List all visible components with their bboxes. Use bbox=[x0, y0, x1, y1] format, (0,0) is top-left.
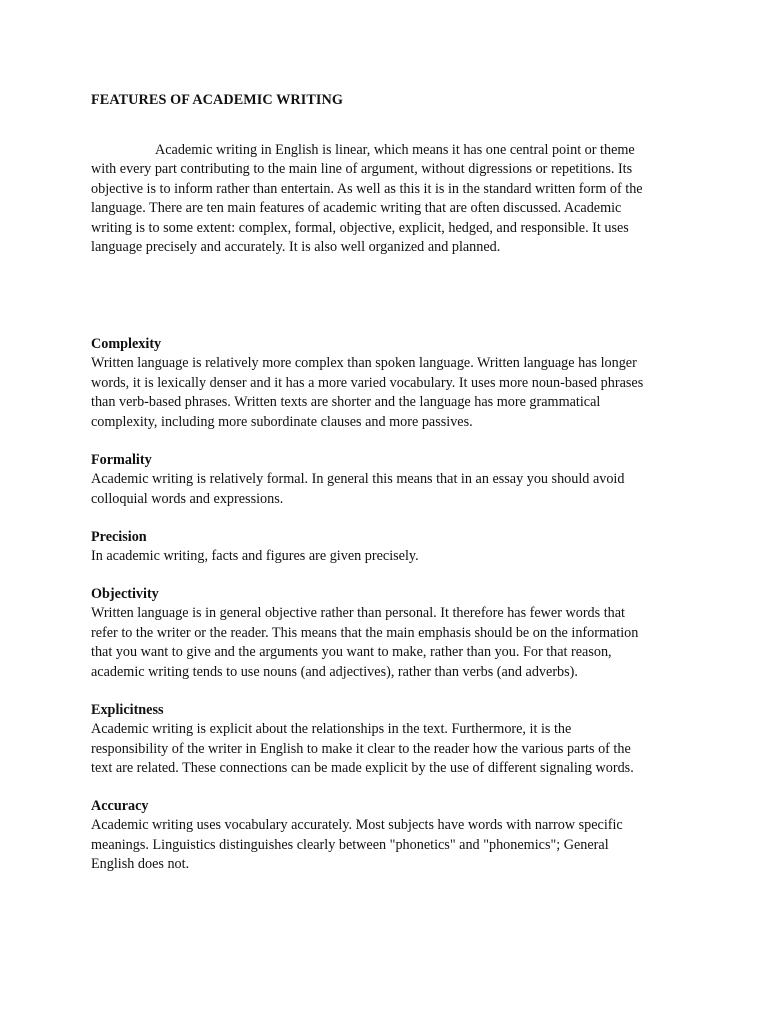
section-line: meanings. Linguistics distinguishes clearly between "phonetics" and "phonemics"; General bbox=[91, 836, 609, 853]
section-line: colloquial words and expressions. bbox=[91, 490, 284, 507]
section-line: Academic writing is relatively formal. In general this means that in an essay you should avoid bbox=[91, 471, 625, 488]
section-explicitness bbox=[91, 701, 691, 779]
section-accuracy bbox=[91, 797, 691, 875]
section-line: Written language is relatively more complex than spoken language. Written language has longer bbox=[91, 355, 637, 372]
intro-paragraph bbox=[91, 141, 691, 257]
intro-line: writing is to some extent: complex, formal, objective, explicit, hedged, and responsible. It uses bbox=[91, 219, 629, 236]
section-line: Academic writing is explicit about the relationships in the text. Furthermore, it is the bbox=[91, 721, 572, 738]
section-complexity bbox=[91, 335, 691, 432]
section-line: text are related. These connections can be made explicit by the use of different signaling words. bbox=[91, 760, 634, 777]
section-heading: Complexity bbox=[91, 336, 162, 352]
section-precision bbox=[91, 528, 691, 567]
section-line: than verb-based phrases. Written texts are shorter and the language has more grammatical bbox=[91, 394, 601, 411]
intro-line: Academic writing in English is linear, which means it has one central point or theme bbox=[155, 142, 635, 158]
intro-line: with every part contributing to the main line of argument, without digressions or repetitions. Its bbox=[91, 161, 633, 178]
section-formality bbox=[91, 451, 691, 509]
section-heading: Precision bbox=[91, 529, 147, 545]
section-line: Written language is in general objective rather than personal. It therefore has fewer words that bbox=[91, 605, 625, 622]
section-line: Academic writing uses vocabulary accurately. Most subjects have words with narrow specific bbox=[91, 817, 623, 834]
section-heading: Objectivity bbox=[91, 586, 159, 602]
section-heading: Explicitness bbox=[91, 702, 164, 718]
section-line: that you want to give and the arguments you want to make, rather than you. For that reason, bbox=[91, 644, 612, 661]
section-line: words, it is lexically denser and it has a more varied vocabulary. It uses more noun-based phrases bbox=[91, 374, 644, 391]
document-title: FEATURES OF ACADEMIC WRITING bbox=[91, 92, 344, 108]
intro-line: objective is to inform rather than entertain. As well as this it is in the standard written form of the bbox=[91, 180, 643, 197]
intro-line: language precisely and accurately. It is also well organized and planned. bbox=[91, 239, 501, 256]
section-line: refer to the writer or the reader. This means that the main emphasis should be on the information bbox=[91, 624, 639, 641]
section-line: responsibility of the writer in English to make it clear to the reader how the various parts of the bbox=[91, 740, 631, 757]
section-line: academic writing tends to use nouns (and adjectives), rather than verbs (and adverbs). bbox=[91, 663, 578, 680]
intro-line: language. There are ten main features of academic writing that are often discussed. Academic bbox=[91, 200, 622, 217]
section-line: In academic writing, facts and figures are given precisely. bbox=[91, 548, 419, 565]
section-heading: Formality bbox=[91, 452, 152, 468]
section-line: English does not. bbox=[91, 856, 190, 873]
section-heading: Accuracy bbox=[91, 798, 149, 814]
section-objectivity bbox=[91, 585, 691, 682]
section-line: complexity, including more subordinate clauses and more passives. bbox=[91, 413, 473, 430]
